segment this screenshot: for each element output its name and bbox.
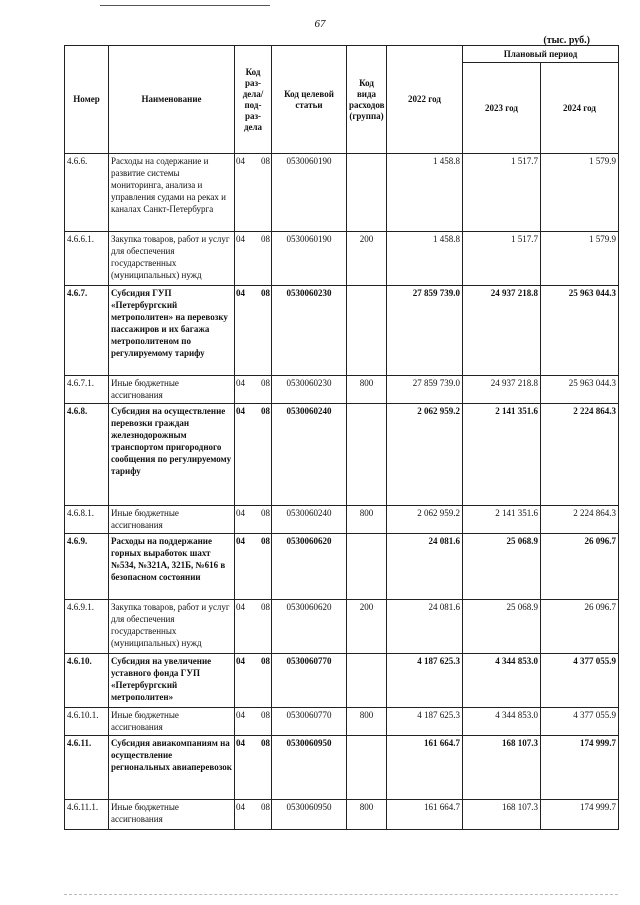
cell-expense-type <box>347 286 387 376</box>
budget-table <box>64 45 619 830</box>
header-year-2023: 2023 год <box>463 63 541 154</box>
cell-expense-type <box>347 154 387 232</box>
cell-2023: 4 344 853.0 <box>463 708 541 736</box>
subsection-code: 08 <box>261 378 270 388</box>
top-rule <box>100 5 270 6</box>
subsection-code: 08 <box>261 656 270 666</box>
cell-2023: 168 107.3 <box>463 800 541 830</box>
cell-number: 4.6.6. <box>65 154 109 232</box>
section-code: 04 <box>236 802 245 812</box>
cell-2022: 24 081.6 <box>387 600 463 654</box>
cell-target: 0530060230 <box>272 376 347 404</box>
subsection-code: 08 <box>261 288 270 298</box>
header-year-2024: 2024 год <box>541 63 619 154</box>
cell-target: 0530060620 <box>272 600 347 654</box>
cell-name: Расходы на поддержание горных выработок шахт №534, №321А, 321Б, №616 в безопасном состоянии <box>109 534 235 600</box>
cell-name: Иные бюджетные ассигнования <box>109 506 235 534</box>
section-code: 04 <box>236 536 245 546</box>
cell-2023: 25 068.9 <box>463 600 541 654</box>
subsection-code: 08 <box>261 602 270 612</box>
cell-name: Субсидия авиакомпаниям на осуществление региональных авиаперевозок <box>109 736 235 800</box>
table-row <box>65 654 619 708</box>
cell-section-code <box>235 404 272 506</box>
cell-section-code <box>235 376 272 404</box>
subsection-code: 08 <box>261 710 270 720</box>
table-row <box>65 800 619 830</box>
subsection-code: 08 <box>261 802 270 812</box>
cell-2024: 174 999.7 <box>541 736 619 800</box>
cell-2022: 161 664.7 <box>387 736 463 800</box>
cell-number: 4.6.8. <box>65 404 109 506</box>
cell-name: Расходы на содержание и развитие системы мониторинга, анализа и управления судами на реках и каналах Санкт-Петербурга <box>109 154 235 232</box>
section-code: 04 <box>236 508 245 518</box>
page-number: 67 <box>314 18 326 30</box>
cell-expense-type: 200 <box>347 232 387 286</box>
cell-section-code <box>235 534 272 600</box>
cell-section-code <box>235 286 272 376</box>
subsection-code: 08 <box>261 738 270 748</box>
cell-2023: 24 937 218.8 <box>463 376 541 404</box>
cell-2024: 2 224 864.3 <box>541 506 619 534</box>
cell-expense-type: 800 <box>347 506 387 534</box>
subsection-code: 08 <box>261 406 270 416</box>
cell-target: 0530060240 <box>272 404 347 506</box>
cell-2023: 4 344 853.0 <box>463 654 541 708</box>
cell-number: 4.6.11.1. <box>65 800 109 830</box>
cell-number: 4.6.10. <box>65 654 109 708</box>
cell-2023: 25 068.9 <box>463 534 541 600</box>
table-row <box>65 286 619 376</box>
cell-name: Субсидия ГУП «Петербургский метрополитен» на перевозку пассажиров и их багажа метрополитеном по регулируемому тарифу <box>109 286 235 376</box>
table-row <box>65 154 619 232</box>
cell-section-code <box>235 708 272 736</box>
header-year-2022: 2022 год <box>387 46 463 154</box>
table-row <box>65 404 619 506</box>
cell-section-code <box>235 154 272 232</box>
cell-2023: 2 141 351.6 <box>463 506 541 534</box>
cell-name: Иные бюджетные ассигнования <box>109 800 235 830</box>
cell-2022: 4 187 625.3 <box>387 708 463 736</box>
cell-number: 4.6.10.1. <box>65 708 109 736</box>
cell-target: 0530060950 <box>272 800 347 830</box>
cell-target: 0530060240 <box>272 506 347 534</box>
cell-number: 4.6.7.1. <box>65 376 109 404</box>
cell-name: Закупка товаров, работ и услуг для обеспечения государственных (муниципальных) нужд <box>109 232 235 286</box>
cell-expense-type <box>347 534 387 600</box>
cell-name: Иные бюджетные ассигнования <box>109 708 235 736</box>
cell-section-code <box>235 736 272 800</box>
cell-2022: 2 062 959.2 <box>387 506 463 534</box>
cell-2022: 4 187 625.3 <box>387 654 463 708</box>
subsection-code: 08 <box>261 156 270 166</box>
cell-2024: 174 999.7 <box>541 800 619 830</box>
table-row <box>65 534 619 600</box>
header-expense-type: Код вида расходов (группа) <box>347 46 387 154</box>
cell-number: 4.6.7. <box>65 286 109 376</box>
table-row <box>65 376 619 404</box>
cell-name: Субсидия на увеличение уставного фонда ГУП «Петербургский метрополитен» <box>109 654 235 708</box>
table-row <box>65 736 619 800</box>
cell-2024: 4 377 055.9 <box>541 654 619 708</box>
table-row <box>65 232 619 286</box>
cell-2023: 2 141 351.6 <box>463 404 541 506</box>
cell-2022: 24 081.6 <box>387 534 463 600</box>
cell-expense-type: 800 <box>347 800 387 830</box>
cell-name: Субсидия на осуществление перевозки граждан железнодорожным транспортом пригородного сообщения по регулируемому тарифу <box>109 404 235 506</box>
cell-2022: 27 859 739.0 <box>387 286 463 376</box>
subsection-code: 08 <box>261 234 270 244</box>
cell-2022: 1 458.8 <box>387 232 463 286</box>
cell-number: 4.6.6.1. <box>65 232 109 286</box>
cell-target: 0530060190 <box>272 232 347 286</box>
section-code: 04 <box>236 656 245 666</box>
cell-target: 0530060770 <box>272 654 347 708</box>
table-row <box>65 506 619 534</box>
cell-2023: 1 517.7 <box>463 154 541 232</box>
table-row <box>65 600 619 654</box>
cell-target: 0530060950 <box>272 736 347 800</box>
cell-section-code <box>235 654 272 708</box>
section-code: 04 <box>236 406 245 416</box>
cell-2024: 1 579.9 <box>541 232 619 286</box>
cell-2024: 26 096.7 <box>541 600 619 654</box>
cell-2022: 161 664.7 <box>387 800 463 830</box>
cell-2024: 25 963 044.3 <box>541 286 619 376</box>
cell-target: 0530060620 <box>272 534 347 600</box>
header-name: Наименование <box>109 46 235 154</box>
cell-2024: 4 377 055.9 <box>541 708 619 736</box>
cell-expense-type <box>347 654 387 708</box>
cell-number: 4.6.9.1. <box>65 600 109 654</box>
header-plan-period: Плановый период <box>463 46 619 63</box>
cell-number: 4.6.8.1. <box>65 506 109 534</box>
cell-2023: 1 517.7 <box>463 232 541 286</box>
cell-section-code <box>235 600 272 654</box>
table-row <box>65 708 619 736</box>
cell-2022: 2 062 959.2 <box>387 404 463 506</box>
cell-section-code <box>235 232 272 286</box>
cell-2023: 168 107.3 <box>463 736 541 800</box>
header-target: Код целевой статьи <box>272 46 347 154</box>
cell-expense-type <box>347 736 387 800</box>
cell-expense-type <box>347 404 387 506</box>
section-code: 04 <box>236 156 245 166</box>
cell-number: 4.6.11. <box>65 736 109 800</box>
cell-target: 0530060770 <box>272 708 347 736</box>
section-code: 04 <box>236 710 245 720</box>
section-code: 04 <box>236 378 245 388</box>
cell-target: 0530060230 <box>272 286 347 376</box>
cell-expense-type: 800 <box>347 708 387 736</box>
cell-number: 4.6.9. <box>65 534 109 600</box>
cell-2024: 1 579.9 <box>541 154 619 232</box>
section-code: 04 <box>236 234 245 244</box>
cell-2024: 25 963 044.3 <box>541 376 619 404</box>
section-code: 04 <box>236 288 245 298</box>
cell-2023: 24 937 218.8 <box>463 286 541 376</box>
cell-2024: 26 096.7 <box>541 534 619 600</box>
cell-target: 0530060190 <box>272 154 347 232</box>
cell-expense-type: 200 <box>347 600 387 654</box>
cell-2024: 2 224 864.3 <box>541 404 619 506</box>
section-code: 04 <box>236 602 245 612</box>
cell-name: Закупка товаров, работ и услуг для обеспечения государственных (муниципальных) нужд <box>109 600 235 654</box>
cell-2022: 27 859 739.0 <box>387 376 463 404</box>
subsection-code: 08 <box>261 508 270 518</box>
cell-2022: 1 458.8 <box>387 154 463 232</box>
cell-section-code <box>235 800 272 830</box>
cell-section-code <box>235 506 272 534</box>
section-code: 04 <box>236 738 245 748</box>
table-body <box>65 154 619 830</box>
subsection-code: 08 <box>261 536 270 546</box>
units-label: (тыс. руб.) <box>543 35 590 46</box>
cell-expense-type: 800 <box>347 376 387 404</box>
cell-name: Иные бюджетные ассигнования <box>109 376 235 404</box>
header-number: Номер <box>65 46 109 154</box>
header-section: Код раз-дела/ под-раз-дела <box>235 46 272 154</box>
bottom-rule <box>64 894 618 895</box>
